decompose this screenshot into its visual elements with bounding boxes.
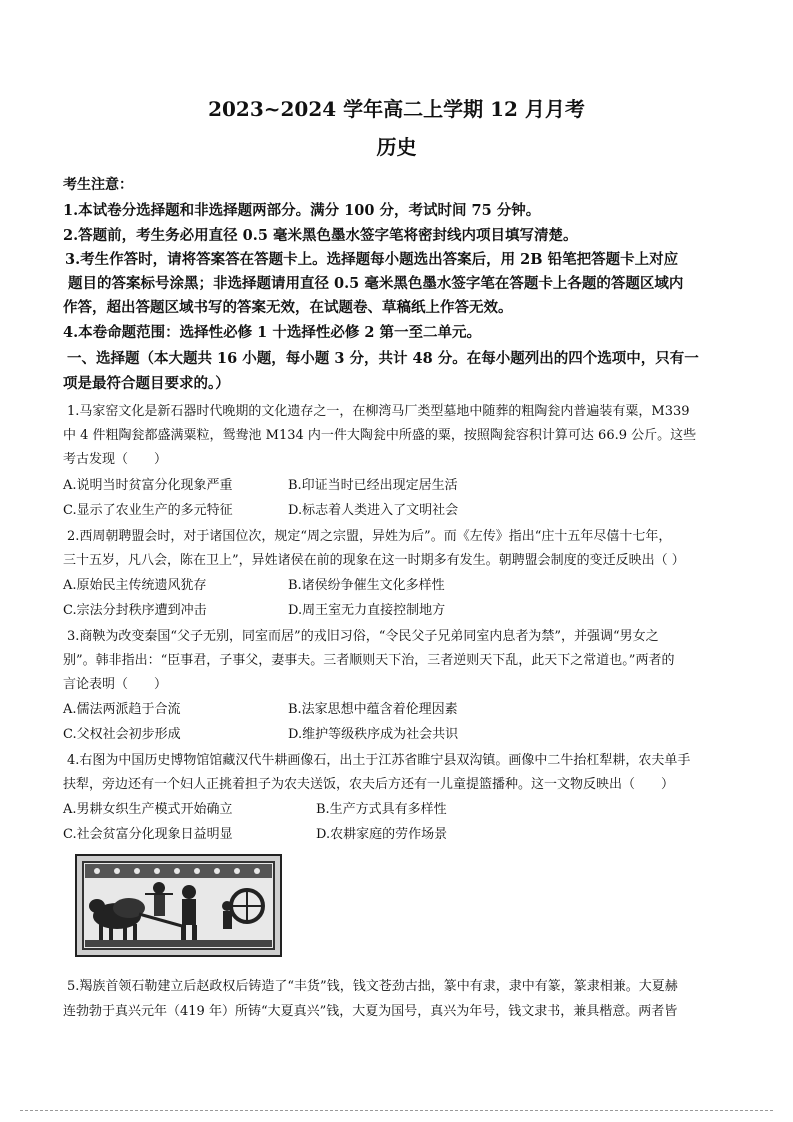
- option-d: D.农耕家庭的劳作场景: [316, 827, 448, 842]
- exam-subject: 历史: [376, 135, 417, 159]
- ox-plowing-relief-image: [75, 854, 282, 957]
- question-text: 4.右图为中国历史博物馆馆藏汉代牛耕画像石，出土于江苏省睢宁县双沟镇。画像中二牛抬杠犁耕，农夫单手: [67, 753, 691, 768]
- page-bottom-rule: [20, 1110, 773, 1111]
- notice-line: 1.本试卷分选择题和非选择题两部分。满分 100 分，考试时间 75 分钟。: [63, 202, 541, 219]
- option-b: B.法家思想中蕴含着伦理因素: [288, 702, 458, 717]
- option-c: C.父权社会初步形成: [63, 727, 181, 742]
- option-a: A.原始民主传统遗风犹存: [63, 578, 207, 593]
- question-text: 1.马家窑文化是新石器时代晚期的文化遗存之一，在柳湾马厂类型墓地中随葬的粗陶瓮内普遍装有粟，M339: [67, 404, 690, 419]
- question-text: 言论表明（ ）: [63, 677, 168, 692]
- option-c: C.显示了农业生产的多元特征: [63, 503, 233, 518]
- question-text: 考古发现（ ）: [63, 452, 168, 467]
- question-text: 5.羯族首领石勒建立后赵政权后铸造了“丰货”钱，钱文苍劲古拙，篆中有隶，隶中有篆，篆隶相兼。大夏赫: [67, 979, 678, 994]
- notice-line: 3.考生作答时，请将答案答在答题卡上。选择题每小题选出答案后，用 2B 铅笔把答题卡上对应: [65, 251, 679, 268]
- exam-title: 2023~2024 学年高二上学期 12 月月考: [208, 97, 585, 121]
- question-text: 中 4 件粗陶瓮都盛满粟粒，鸳鸯池 M134 内一件大陶瓮中所盛的粟，按照陶瓮容积计算可达 66.9 公斤。这些: [63, 428, 697, 443]
- question-text: 3.商鞅为改变秦国“父子无别，同室而居”的戎旧习俗，“令民父子兄弟同室内息者为禁”，并强调“男女之: [67, 629, 659, 644]
- notice-line: 作答，超出答题区域书写的答案无效，在试题卷、草稿纸上作答无效。: [63, 299, 513, 316]
- question-text: 扶犁，旁边还有一个妇人正挑着担子为农夫送饭，农夫后方还有一儿童提篮播种。这一文物反映出（ ）: [63, 777, 675, 792]
- option-c: C.宗法分封秩序遭到冲击: [63, 603, 207, 618]
- question-text: 三十五岁，凡八会，陈在卫上”，异姓诸侯在前的现象在这一时期多有发生。朝聘盟会制度的变迁反映出（ ）: [63, 553, 685, 568]
- notice-line: 4.本卷命题范围：选择性必修 1 十选择性必修 2 第一至二单元。: [63, 324, 482, 341]
- option-b: B.诸侯纷争催生文化多样性: [288, 578, 445, 593]
- option-d: D.周王室无力直接控制地方: [288, 603, 446, 618]
- question-text: 别”。韩非指出：“臣事君，子事父，妻事夫。三者顺则天下治，三者逆则天下乱，此天下之常道也。”两者的: [63, 653, 675, 668]
- question-text: 2.西周朝聘盟会时，对于诸国位次，规定“周之宗盟，异姓为后”。而《左传》指出“庄十五年尽僖十七年，: [67, 529, 672, 544]
- option-d: D.维护等级秩序成为社会共识: [288, 727, 459, 742]
- notice-line: 题目的答案标号涂黑；非选择题请用直径 0.5 毫米黑色墨水签字笔在答题卡上各题的答题区域内: [68, 275, 684, 292]
- option-a: A.男耕女织生产模式开始确立: [63, 802, 233, 817]
- option-c: C.社会贫富分化现象日益明显: [63, 827, 233, 842]
- section-heading-cont: 项是最符合题目要求的。）: [63, 375, 230, 392]
- option-a: A.儒法两派趋于合流: [63, 702, 181, 717]
- notice-line: 2.答题前，考生务必用直径 0.5 毫米黑色墨水签字笔将密封线内项目填写清楚。: [63, 227, 578, 244]
- question-text: 连勃勃于真兴元年（419 年）所铸“大夏真兴”钱，大夏为国号，真兴为年号，钱文隶书，兼具楷意。两者皆: [63, 1004, 678, 1019]
- option-b: B.生产方式具有多样性: [316, 802, 447, 817]
- option-b: B.印证当时已经出现定居生活: [288, 478, 458, 493]
- section-heading: 一、选择题（本大题共 16 小题，每小题 3 分，共计 48 分。在每小题列出的四个选项中，只有一: [67, 350, 699, 367]
- option-d: D.标志着人类进入了文明社会: [288, 503, 459, 518]
- notice-heading: 考生注意：: [63, 177, 133, 193]
- option-a: A.说明当时贫富分化现象严重: [63, 478, 233, 493]
